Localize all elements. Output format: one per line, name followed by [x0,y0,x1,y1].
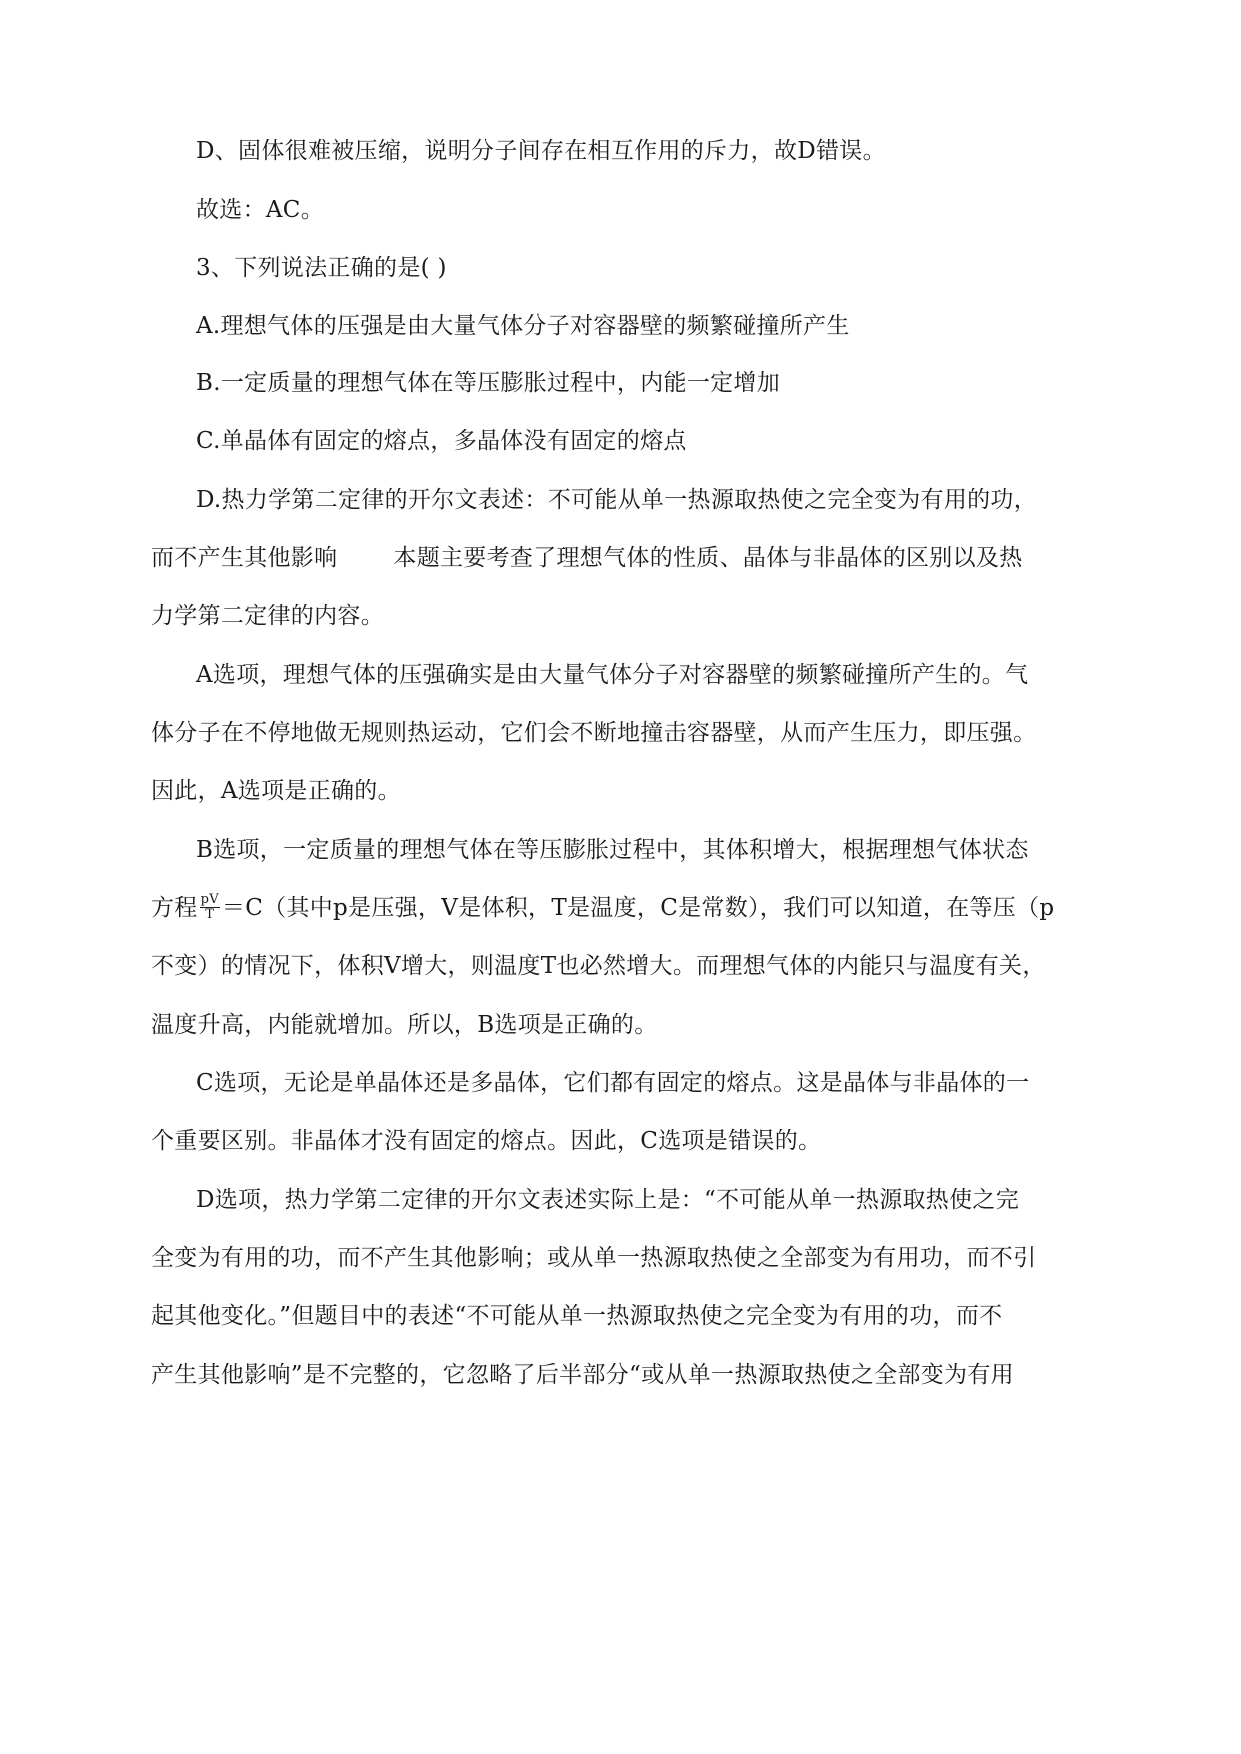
analysis-d-line-4: 产生其他影响”是不完整的，它忽略了后半部分“或从单一热源取热使之全部变为有用 [151,1362,1014,1388]
question-3-option-d: D.热力学第二定律的开尔文表述：不可能从单一热源取热使之完全变为有用的功， [196,487,1038,513]
analysis-b-line-4: 温度升高，内能就增加。所以，B选项是正确的。 [151,1012,658,1038]
question-3-option-d-continued [151,541,1101,575]
analysis-b-line-2 [151,891,1101,925]
analysis-c-line-2: 个重要区别。非晶体才没有固定的熔点。因此，C选项是错误的。 [151,1128,822,1154]
question-3-option-c: C.单晶体有固定的熔点，多晶体没有固定的熔点 [196,428,687,454]
answer-selection: 故选：AC。 [196,197,325,223]
ideal-gas-fraction [200,893,220,922]
analysis-intro: 本题主要考查了理想气体的性质、晶体与非晶体的区别以及热 [393,545,1023,571]
analysis-d-line-1: D选项，热力学第二定律的开尔文表述实际上是：“不可能从单一热源取热使之完 [196,1187,1019,1213]
analysis-d-line-3: 起其他变化。”但题目中的表述“不可能从单一热源取热使之完全变为有用的功，而不 [151,1303,1003,1329]
analysis-d-line-2: 全变为有用的功，而不产生其他影响；或从单一热源取热使之全部变为有用功，而不引 [151,1245,1037,1271]
analysis-a-line-1: A选项，理想气体的压强确实是由大量气体分子对容器壁的频繁碰撞所产生的。气 [196,662,1029,688]
answer-d-explanation: D、固体很难被压缩，说明分子间存在相互作用的斥力，故D错误。 [196,138,886,164]
question-3-title: 3、下列说法正确的是( ) [196,255,447,281]
formula-suffix: ＝C（其中p是压强，V是体积，T是温度，C是常数），我们可以知道，在等压（p [221,895,1055,921]
question-3-option-b: B.一定质量的理想气体在等压膨胀过程中，内能一定增加 [196,370,781,396]
analysis-a-line-3: 因此，A选项是正确的。 [151,778,401,804]
analysis-b-line-3: 不变）的情况下，体积V增大，则温度T也必然增大。而理想气体的内能只与温度有关， [151,953,1046,979]
analysis-b-line-1: B选项，一定质量的理想气体在等压膨胀过程中，其体积增大，根据理想气体状态 [196,837,1029,863]
fraction-denominator: T [205,906,215,922]
formula-prefix: 方程 [151,895,198,921]
option-d-tail: 而不产生其他影响 [151,545,338,571]
analysis-a-line-2: 体分子在不停地做无规则热运动，它们会不断地撞击容器壁，从而产生压力，即压强。 [151,720,1037,746]
fraction-numerator: pV [200,891,219,907]
analysis-intro-continued: 力学第二定律的内容。 [151,603,384,629]
analysis-c-line-1: C选项，无论是单晶体还是多晶体，它们都有固定的熔点。这是晶体与非晶体的一 [196,1070,1030,1096]
question-3-option-a: A.理想气体的压强是由大量气体分子对容器壁的频繁碰撞所产生 [196,313,850,339]
